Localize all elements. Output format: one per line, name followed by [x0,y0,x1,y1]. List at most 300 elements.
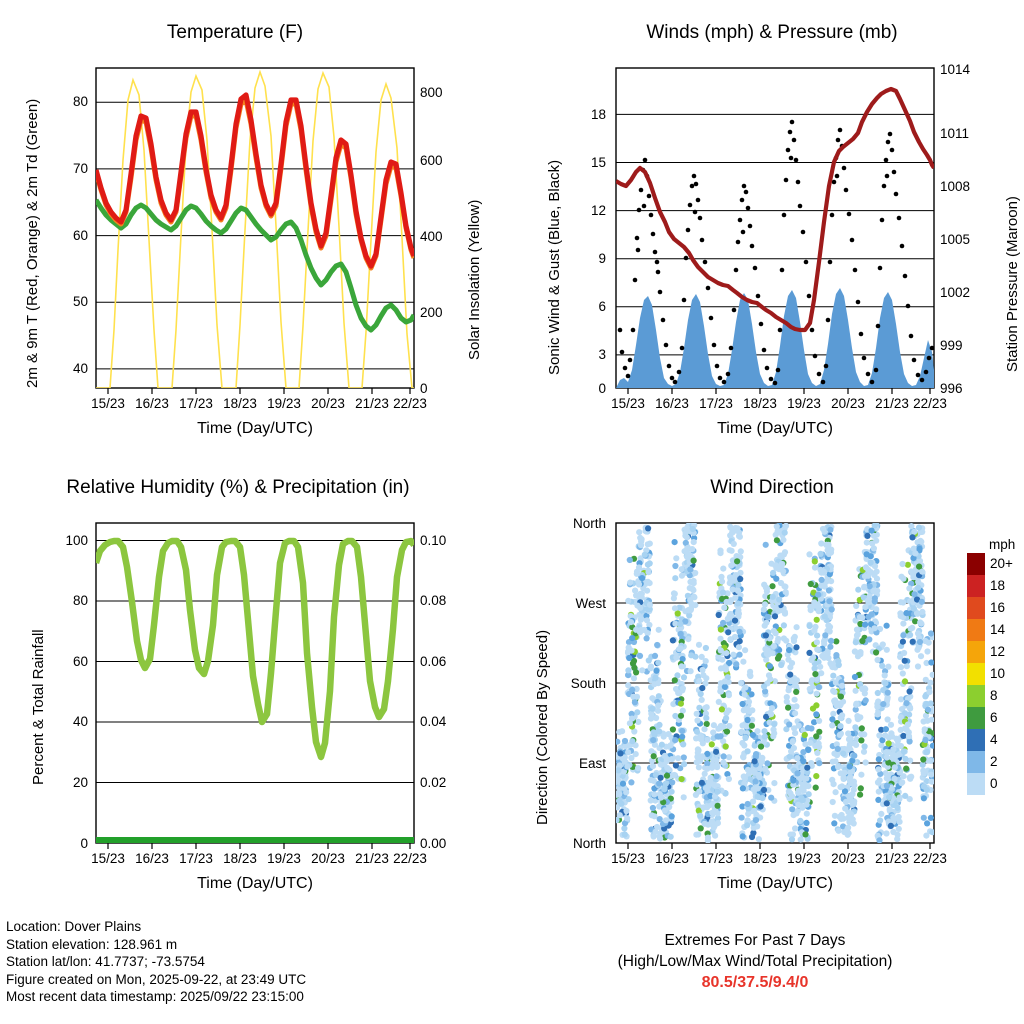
wind-direction-point [637,605,643,611]
wind-direction-point [687,606,693,612]
wind-direction-point [656,627,662,633]
colorbar-label: 10 [990,666,1006,681]
wind-direction-point [742,647,748,653]
footer-line-0: Location: Dover Plains [6,919,142,934]
wind-direction-point [830,759,836,765]
wind-direction-point [930,672,936,678]
wind-direction-point [763,620,769,626]
wind-direction-point [816,718,822,724]
wind-direction-point [929,779,935,785]
wind-direction-point [877,777,883,783]
wind-direction-point [712,763,718,769]
wind-direction-point [738,548,744,554]
wind-direction-point [847,763,853,769]
wind-direction-point [855,631,861,637]
wind-direction-point [629,635,635,641]
wind-direction-point [806,791,812,797]
wind-direction-point [899,779,905,785]
wind-direction-point [763,542,769,548]
wind-direction-point [820,526,826,532]
wind-direction-point [903,610,909,616]
wind-direction-point [723,743,729,749]
wind-direction-point [887,806,893,812]
wind-direction-point [655,660,661,666]
wind-direction-point [832,700,838,706]
wind-direction-point [718,688,724,694]
wind-direction-point [898,574,904,580]
wind-direction-point [703,645,709,651]
colorbar-swatch [967,619,985,641]
colorbar-label: 8 [990,688,998,703]
wind-direction-point [888,722,894,728]
wind-direction-point [679,776,685,782]
wind-direction-point [862,743,868,749]
wind-direction-point [920,762,926,768]
wind-direction-point [900,733,906,739]
wind-direction-point [628,619,634,625]
wind-direction-point [684,528,690,534]
wind-direction-point [884,623,890,629]
winds-ytick-left-2: 6 [598,299,606,314]
wind-direction-point [830,799,836,805]
wind-direction-point [744,822,750,828]
wind-direction-point [735,588,741,594]
wind-direction-point [723,715,729,721]
wind-direction-point [886,734,892,740]
wind-direction-point [699,685,705,691]
colorbar-row [967,685,1023,707]
wind-direction-point [719,657,725,663]
wind-direction-point [831,820,837,826]
temp-xtick-4: 19/23 [267,396,301,411]
winddir-xtick-0: 15/23 [611,851,645,866]
wind-direction-point [915,663,921,669]
wind-direction-point [726,692,732,698]
wind-direction-point [828,638,834,644]
wind-direction-point [890,752,896,758]
winds-xtick-2: 17/23 [699,396,733,411]
wind-direction-point [616,729,622,735]
wind-direction-point [636,564,642,570]
wind-direction-point [928,772,934,778]
wind-direction-point [901,650,907,656]
wind-direction-point [789,739,795,745]
wind-direction-point [814,646,820,652]
wind-direction-point [705,835,711,841]
temp-ytick-left-2: 60 [72,228,88,243]
winds-ytick-left-6: 18 [590,107,606,122]
wind-direction-point [654,642,660,648]
wind-direction-point [712,833,718,839]
wind-direction-point [833,789,839,795]
wind-direction-point [852,724,858,730]
wind-direction-point [874,569,880,575]
wind-direction-point [725,629,731,635]
wind-direction-point [718,647,724,653]
wind-direction-point [718,627,724,633]
temp-ytick-right-0: 0 [420,381,428,396]
wind-direction-point [837,732,843,738]
wind-direction-point [730,652,736,658]
wind-direction-point [886,740,892,746]
humidity-panel [0,455,512,910]
wind-direction-point [898,664,904,670]
wind-direction-point [769,650,775,656]
wind-direction-point [628,779,634,785]
wind-direction-point [835,764,841,770]
wind-direction-point [711,722,717,728]
winddir-xtick-6: 21/23 [875,851,909,866]
wind-direction-point [650,763,656,769]
colorbar-row [967,575,1023,597]
winds-ytick-right-5: 1011 [940,126,970,141]
temp-xtick-0: 15/23 [91,396,125,411]
footer-line-3: Figure created on Mon, 2025-09-22, at 23:49 UTC [6,971,307,987]
winds-title: Winds (mph) & Pressure (mb) [646,22,898,43]
wind-direction-point [918,653,924,659]
wind-direction-point [875,690,881,696]
wind-direction-point [858,737,864,743]
winddir-title: Wind Direction [710,477,834,498]
wind-direction-point [745,748,751,754]
wind-direction-point [665,731,671,737]
temp-ytick-left-4: 80 [72,94,88,109]
hum-xtick-7: 22/23 [393,851,427,866]
wind-direction-point [731,576,737,582]
wind-direction-point [778,662,784,668]
wind-direction-point [851,820,857,826]
wind-direction-point [629,738,635,744]
wind-direction-point [812,665,818,671]
winddir-ytick-1: East [578,756,606,771]
wind-direction-point [650,737,656,743]
wind-direction-point [901,773,907,779]
wind-direction-point [695,747,701,753]
wind-direction-point [794,770,800,776]
temp-xaxis-label: Time (Day/UTC) [197,420,313,437]
wind-direction-point [813,785,819,791]
wind-direction-point [657,836,663,842]
wind-direction-point [720,589,726,595]
colorbar-swatch [967,685,985,707]
wind-direction-point [763,632,769,638]
wind-direction-point [924,718,930,724]
wind-direction-point [826,551,832,557]
wind-direction-point [617,812,623,818]
wind-direction-point [758,744,764,750]
wind-direction-point [858,772,864,778]
wind-direction-point [905,721,911,727]
wind-direction-point [782,584,788,590]
wind-direction-point [848,811,854,817]
wind-direction-point [678,645,684,651]
wind-direction-point [653,668,659,674]
wind-direction-point [732,618,738,624]
wind-direction-point [632,699,638,705]
wind-direction-point [848,798,854,804]
wind-direction-point [862,604,868,610]
wind-direction-point [642,552,648,558]
wind-direction-point [781,622,787,628]
wind-direction-point [884,800,890,806]
wind-direction-point [614,739,620,745]
wind-direction-point [702,705,708,711]
wind-direction-point [782,549,788,555]
wind-direction-point [744,717,750,723]
wind-direction-point [789,836,795,842]
wind-direction-point [862,573,868,579]
wind-direction-point [785,705,791,711]
temp-ytick-right-2: 400 [420,229,443,244]
wind-direction-point [768,711,774,717]
wind-direction-point [912,550,918,556]
wind-direction-point [628,755,634,761]
colorbar-title: mph [989,537,1016,552]
wind-direction-point [713,749,719,755]
wind-direction-point [883,749,889,755]
colorbar-label: 18 [990,578,1006,593]
wind-direction-point [742,684,748,690]
wind-direction-point [672,605,678,611]
wind-direction-point [717,548,723,554]
wind-direction-point [631,675,637,681]
wind-direction-point [812,558,818,564]
wind-direction-point [715,820,721,826]
wind-direction-point [908,774,914,780]
wind-direction-point [762,601,768,607]
wind-direction-point [911,591,917,597]
wind-direction-point [682,548,688,554]
wind-direction-point [792,710,798,716]
wind-direction-point [872,598,878,604]
wind-direction-point [677,621,683,627]
wind-direction-point [835,746,841,752]
wind-direction-point [812,565,818,571]
wind-direction-point [914,647,920,653]
wind-direction-point [923,677,929,683]
temp-xtick-3: 18/23 [223,396,257,411]
wind-direction-point [737,629,743,635]
wind-direction-point [772,613,778,619]
wind-direction-point [869,528,875,534]
wind-direction-point [702,821,708,827]
wind-direction-point [830,711,836,717]
wind-direction-point [735,607,741,613]
temp-xtick-7: 22/23 [393,396,427,411]
footer-line-1: Station elevation: 128.961 m [6,936,178,952]
wind-direction-point [696,788,702,794]
wind-direction-point [766,672,772,678]
wind-direction-point [826,598,832,604]
wind-direction-point [839,683,845,689]
wind-direction-point [740,785,746,791]
wind-direction-point [641,627,647,633]
wind-direction-point [695,831,701,837]
wind-direction-point [752,758,758,764]
wind-direction-point [898,599,904,605]
wind-direction-point [672,591,678,597]
wind-direction-point [691,539,697,545]
wind-direction-point [699,753,705,759]
wind-direction-point [678,631,684,637]
wind-direction-point [625,667,631,673]
wind-direction-point [900,621,906,627]
wind-direction-point [774,523,780,529]
wind-direction-point [891,776,897,782]
wind-direction-point [651,681,657,687]
extremes-line-2: (High/Low/Max Wind/Total Precipitation) [617,953,893,970]
wind-direction-point [917,619,923,625]
wind-direction-point [728,563,734,569]
colorbar-swatch [967,751,985,773]
colorbar-swatch [967,575,985,597]
wind-direction-point [863,697,869,703]
wind-direction-point [703,675,709,681]
wind-direction-point [817,664,823,670]
wind-direction-point [806,551,812,557]
wind-direction-point [690,526,696,532]
colorbar-label: 14 [990,622,1006,637]
hum-xtick-5: 20/23 [311,851,345,866]
winds-ytick-right-0: 996 [940,381,963,396]
wind-direction-point [791,679,797,685]
wind-direction-point [897,794,903,800]
wind-direction-point [669,779,675,785]
wind-direction-point [847,735,853,741]
wind-direction-point [724,729,730,735]
wind-direction-point [696,764,702,770]
wind-direction-point [629,687,635,693]
wind-direction-point [623,808,629,814]
wind-direction-point [652,675,658,681]
wind-direction-point [679,734,685,740]
wind-direction-point [648,664,654,670]
wind-direction-point [726,776,732,782]
wind-direction-point [868,560,874,566]
wind-direction-point [648,797,654,803]
wind-direction-point [709,741,715,747]
wind-direction-point [694,729,700,735]
wind-direction-point [861,584,867,590]
wind-direction-point [620,781,626,787]
wind-direction-point [740,833,746,839]
wind-direction-point [707,779,713,785]
wind-direction-point [899,561,905,567]
wind-direction-point [753,751,759,757]
wind-direction-point [656,722,662,728]
wind-direction-point [714,773,720,779]
wind-direction-point [687,566,693,572]
temp-xtick-6: 21/23 [355,396,389,411]
wind-direction-point [679,728,685,734]
wind-direction-point [853,688,859,694]
wind-direction-point [907,688,913,694]
wind-direction-point [904,727,910,733]
wind-direction-point [651,753,657,759]
wind-direction-point [722,678,728,684]
hum-ytick-right-3: 0.06 [420,654,447,669]
hum-xtick-2: 17/23 [179,851,213,866]
wind-direction-point [627,580,633,586]
wind-direction-point [637,653,643,659]
colorbar-row [967,729,1023,751]
winds-ytick-left-4: 12 [590,203,606,218]
winds-xtick-1: 16/23 [655,396,689,411]
wind-direction-point [771,721,777,727]
winds-xaxis-label: Time (Day/UTC) [717,420,833,437]
wind-direction-point [871,545,877,551]
wind-direction-point [907,738,913,744]
wind-direction-point [699,780,705,786]
winds-ytick-left-3: 9 [598,251,606,266]
temp-ytick-left-0: 40 [72,361,88,376]
wind-direction-point [930,743,936,749]
wind-direction-point [906,585,912,591]
wind-direction-point [901,748,907,754]
wind-direction-point [805,725,811,731]
wind-direction-point [668,834,674,840]
wind-direction-point [852,674,858,680]
colorbar-row [967,553,1023,575]
wind-direction-point [679,663,685,669]
winddir-xtick-5: 20/23 [831,851,865,866]
wind-direction-point [625,598,631,604]
winds-ytick-right-6: 1014 [940,62,971,77]
wind-direction-point [864,533,870,539]
temperature-title: Temperature (F) [166,22,304,43]
hum-yaxis-left-label: Percent & Total Rainfall [30,629,47,785]
wind-direction-point [816,729,822,735]
winds-ytick-right-3: 1005 [940,232,971,247]
wind-direction-point [761,607,767,613]
wind-direction-point [672,563,678,569]
winds-ytick-left-5: 15 [590,155,606,170]
hum-ytick-right-1: 0.02 [420,775,447,790]
wind-direction-point [672,737,678,743]
wind-direction-point [873,538,879,544]
wind-direction-point [814,691,820,697]
wind-direction-point [687,579,693,585]
wind-direction-point [816,605,822,611]
wind-direction-point [892,764,898,770]
wind-direction-point [880,701,886,707]
wind-direction-point [661,786,667,792]
colorbar-label: 20+ [990,556,1013,571]
wind-direction-point [866,614,872,620]
wind-direction-point [831,781,837,787]
wind-direction-point [793,703,799,709]
colorbar-swatch [967,773,985,795]
wind-direction-point [854,713,860,719]
wind-direction-point [688,668,694,674]
wind-direction-point [791,745,797,751]
wind-direction-point [884,783,890,789]
wind-direction-point [679,566,685,572]
wind-direction-point [900,632,906,638]
wind-direction-point [852,648,858,654]
wind-direction-point [699,667,705,673]
wind-direction-point [838,694,844,700]
wind-direction-point [915,611,921,617]
wind-direction-point [787,790,793,796]
wind-direction-point [670,726,676,732]
wind-direction-point [735,600,741,606]
wind-direction-point [865,598,871,604]
wind-direction-point [698,691,704,697]
wind-direction-point [615,767,621,773]
wind-direction-point [853,603,859,609]
wind-direction-point [794,755,800,761]
